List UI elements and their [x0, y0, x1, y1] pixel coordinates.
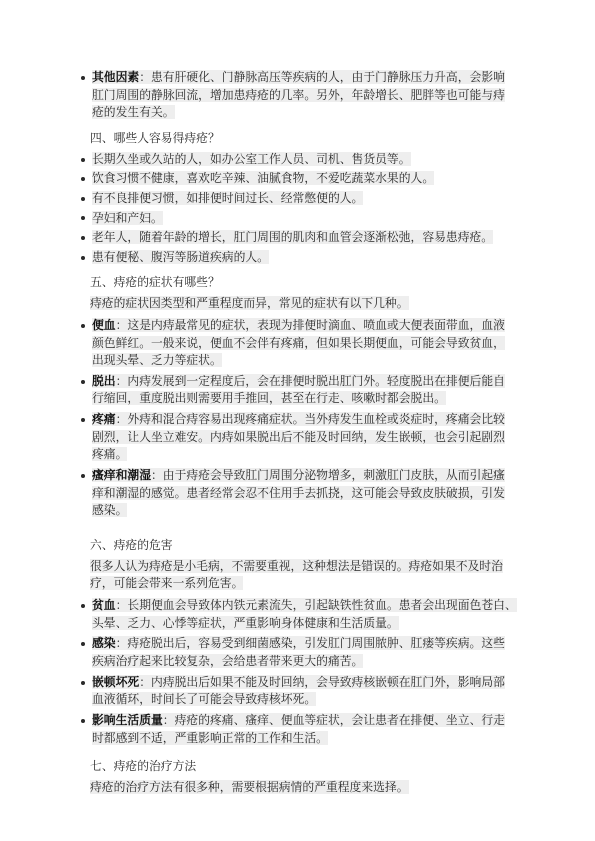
item-text: ：内痔脱出后如果不能及时回纳，会导致痔核嵌顿在肛门外，影响局部 — [139, 674, 505, 689]
text-line — [92, 615, 540, 633]
risk-group-item — [80, 151, 540, 169]
text-line — [92, 653, 540, 671]
item-text: ：这是内痔最常见的症状，表现为排便时滴血、喷血或大便表面带血，血液 — [115, 317, 505, 332]
text-line — [90, 295, 540, 313]
item-label: 嵌顿坏死 — [92, 674, 140, 689]
item-label: 感染 — [92, 636, 116, 651]
item-label: 影响生活质量 — [92, 713, 163, 728]
item-text: ：内痔发展到一定程度后，会在排便时脱出肛门外。轻度脱出在排便后能自 — [115, 373, 505, 388]
harm-item — [80, 597, 540, 632]
symptom-item — [80, 467, 540, 520]
text-line — [92, 730, 540, 748]
item-text: ：由于痔疮会导致肛门周围分泌物增多，刺激肛门皮肤，从而引起瘙 — [151, 468, 505, 483]
text-line — [90, 779, 540, 797]
text-line — [90, 575, 540, 593]
line-highlight — [92, 374, 505, 388]
bullet-icon — [81, 197, 85, 201]
item-text: 行缩回，重度脱出则需要用手推回，甚至在行走、咳嗽时都会脱出。 — [92, 391, 446, 406]
item-text: ：痔疮脱出后，容易受到细菌感染，引发肛门周围脓肿、肛瘘等疾病。这些 — [115, 636, 505, 651]
text-line — [92, 151, 540, 169]
risk-group-item — [80, 210, 540, 228]
text-line — [92, 390, 540, 408]
text-line — [92, 485, 540, 503]
risk-group-item — [80, 249, 540, 267]
item-label: 贫血 — [92, 597, 116, 612]
text-line — [92, 69, 540, 87]
item-label: 便血 — [92, 317, 116, 332]
item-text: 长期久坐或久站的人，如办公室工作人员、司机、售货员等。 — [92, 151, 411, 166]
text-line — [92, 352, 540, 370]
bullet-icon — [81, 604, 85, 608]
text-line — [92, 411, 540, 429]
text-line — [92, 190, 540, 208]
item-text: ：痔疮的疼痛、瘙痒、便血等症状，会让患者在排便、坐立、行走 — [162, 713, 505, 728]
bullet-icon — [81, 256, 85, 260]
section-intro — [80, 779, 540, 797]
harm-item — [80, 712, 540, 747]
item-text: 老年人，随着年龄的增长，肛门周围的肌肉和血管会逐渐松弛，容易患痔疮。 — [92, 230, 494, 245]
harm-item — [80, 635, 540, 670]
section-heading-risk-groups: 四、哪些人容易得痔疮？ — [90, 130, 220, 145]
symptom-item — [80, 411, 540, 464]
harm-item — [80, 674, 540, 709]
symptom-item — [80, 317, 540, 370]
item-label: 疼痛 — [92, 412, 116, 427]
text-line — [90, 558, 540, 576]
item-text: 孕妇和产妇。 — [92, 210, 163, 225]
text-line — [92, 229, 540, 247]
bullet-icon — [81, 719, 85, 723]
text-line — [92, 674, 540, 692]
item-text: 头晕、乏力、心悸等症状，严重影响身体健康和生活质量。 — [92, 615, 399, 630]
item-label: 脱出 — [92, 373, 116, 388]
text-line — [92, 502, 540, 520]
text-line — [92, 335, 540, 353]
item-text: 时都感到不适，严重影响正常的工作和生活。 — [92, 730, 328, 745]
item-label: 瘙痒和潮湿 — [92, 468, 151, 483]
text-line — [92, 597, 540, 615]
line-highlight — [92, 675, 505, 689]
bullet-icon — [81, 324, 85, 328]
item-text: ：患有肝硬化、门静脉高压等疾病的人，由于门静脉压力升高，会影响 — [139, 70, 505, 84]
text-line — [92, 467, 540, 485]
bullet-icon — [81, 380, 85, 384]
line-highlight — [92, 318, 505, 332]
bullet-icon — [81, 158, 85, 162]
risk-group-item — [80, 229, 540, 247]
bullet-icon — [81, 76, 85, 80]
item-text: 患有便秘、腹泻等肠道疾病的人。 — [92, 249, 269, 264]
text-line — [92, 635, 540, 653]
item-text: 疾病治疗起来比较复杂，会给患者带来更大的痛苦。 — [92, 653, 364, 668]
section-intro — [80, 295, 540, 313]
cause-item-other-factors — [80, 69, 540, 122]
paragraph-text: 痔疮的治疗方法有很多种，需要根据病情的严重程度来选择。 — [90, 779, 409, 794]
item-text: 疼痛。 — [92, 447, 128, 462]
text-line — [92, 249, 540, 267]
symptom-item — [80, 373, 540, 408]
text-line — [92, 446, 540, 464]
text-line — [92, 87, 540, 105]
text-line — [92, 429, 540, 447]
item-text: 剧烈，让人坐立难安。内痔如果脱出后不能及时回纳，发生嵌顿，也会引起剧烈 — [92, 429, 505, 444]
paragraph-text: 很多人认为痔疮是小毛病，不需要重视，这种想法是错误的。痔疮如果不及时治 — [90, 558, 503, 573]
paragraph-text: 痔疮的症状因类型和严重程度而异，常见的症状有以下几种。 — [90, 296, 409, 311]
item-text: 颜色鲜红。一般来说，便血不会伴有疼痛，但如果长期便血，可能会导致贫血， — [92, 335, 505, 350]
paragraph-text: 疗，可能会带来一系列危害。 — [90, 576, 244, 591]
line-highlight — [92, 468, 505, 482]
section-heading-symptoms: 五、痔疮的症状有哪些？ — [90, 275, 220, 290]
text-line — [92, 170, 540, 188]
bullet-icon — [81, 236, 85, 240]
text-line — [92, 691, 540, 709]
item-text: ：长期便血会导致体内铁元素流失，引起缺铁性贫血。患者会出现面色苍白、 — [115, 597, 517, 612]
bullet-icon — [81, 474, 85, 478]
line-highlight — [92, 713, 505, 727]
document-body — [80, 69, 540, 800]
item-text: 感染。 — [92, 503, 128, 518]
section-heading-harms: 六、痔疮的危害 — [90, 537, 173, 552]
line-highlight — [92, 412, 505, 426]
item-label: 其他因素 — [92, 70, 140, 84]
bullet-icon — [81, 418, 85, 422]
item-text: 痒和潮湿的感觉。患者经常会忍不住用手去抓挠，这可能会导致皮肤破损，引发 — [92, 485, 505, 500]
item-text: 血液循环，时间长了可能会导致痔核坏死。 — [92, 692, 317, 707]
item-text: 有不良排便习惯，如排便时间过长、经常憋便的人。 — [92, 190, 364, 205]
text-line — [92, 210, 540, 228]
risk-group-item — [80, 170, 540, 188]
line-highlight — [92, 636, 505, 650]
text-line — [92, 373, 540, 391]
bullet-icon — [81, 681, 85, 685]
line-highlight — [92, 598, 517, 612]
item-text: 疮的发生有关。 — [92, 105, 175, 120]
item-text: 饮食习惯不健康，喜欢吃辛辣、油腻食物，不爱吃蔬菜水果的人。 — [92, 171, 435, 186]
section-intro — [80, 558, 540, 593]
item-text: 肛门周围的静脉回流，增加患痔疮的几率。另外，年龄增长、肥胖等也可能与痔 — [92, 87, 505, 102]
text-line — [92, 317, 540, 335]
item-text: ：外痔和混合痔容易出现疼痛症状。当外痔发生血栓或炎症时，疼痛会比较 — [115, 412, 505, 427]
bullet-icon — [81, 216, 85, 220]
bullet-icon — [81, 642, 85, 646]
risk-group-item — [80, 190, 540, 208]
text-line — [92, 712, 540, 730]
bullet-icon — [81, 177, 85, 181]
section-heading-treatment: 七、痔疮的治疗方法 — [90, 758, 197, 773]
line-highlight — [92, 70, 505, 84]
item-text: 出现头晕、乏力等症状。 — [92, 353, 222, 368]
text-line — [92, 104, 540, 122]
